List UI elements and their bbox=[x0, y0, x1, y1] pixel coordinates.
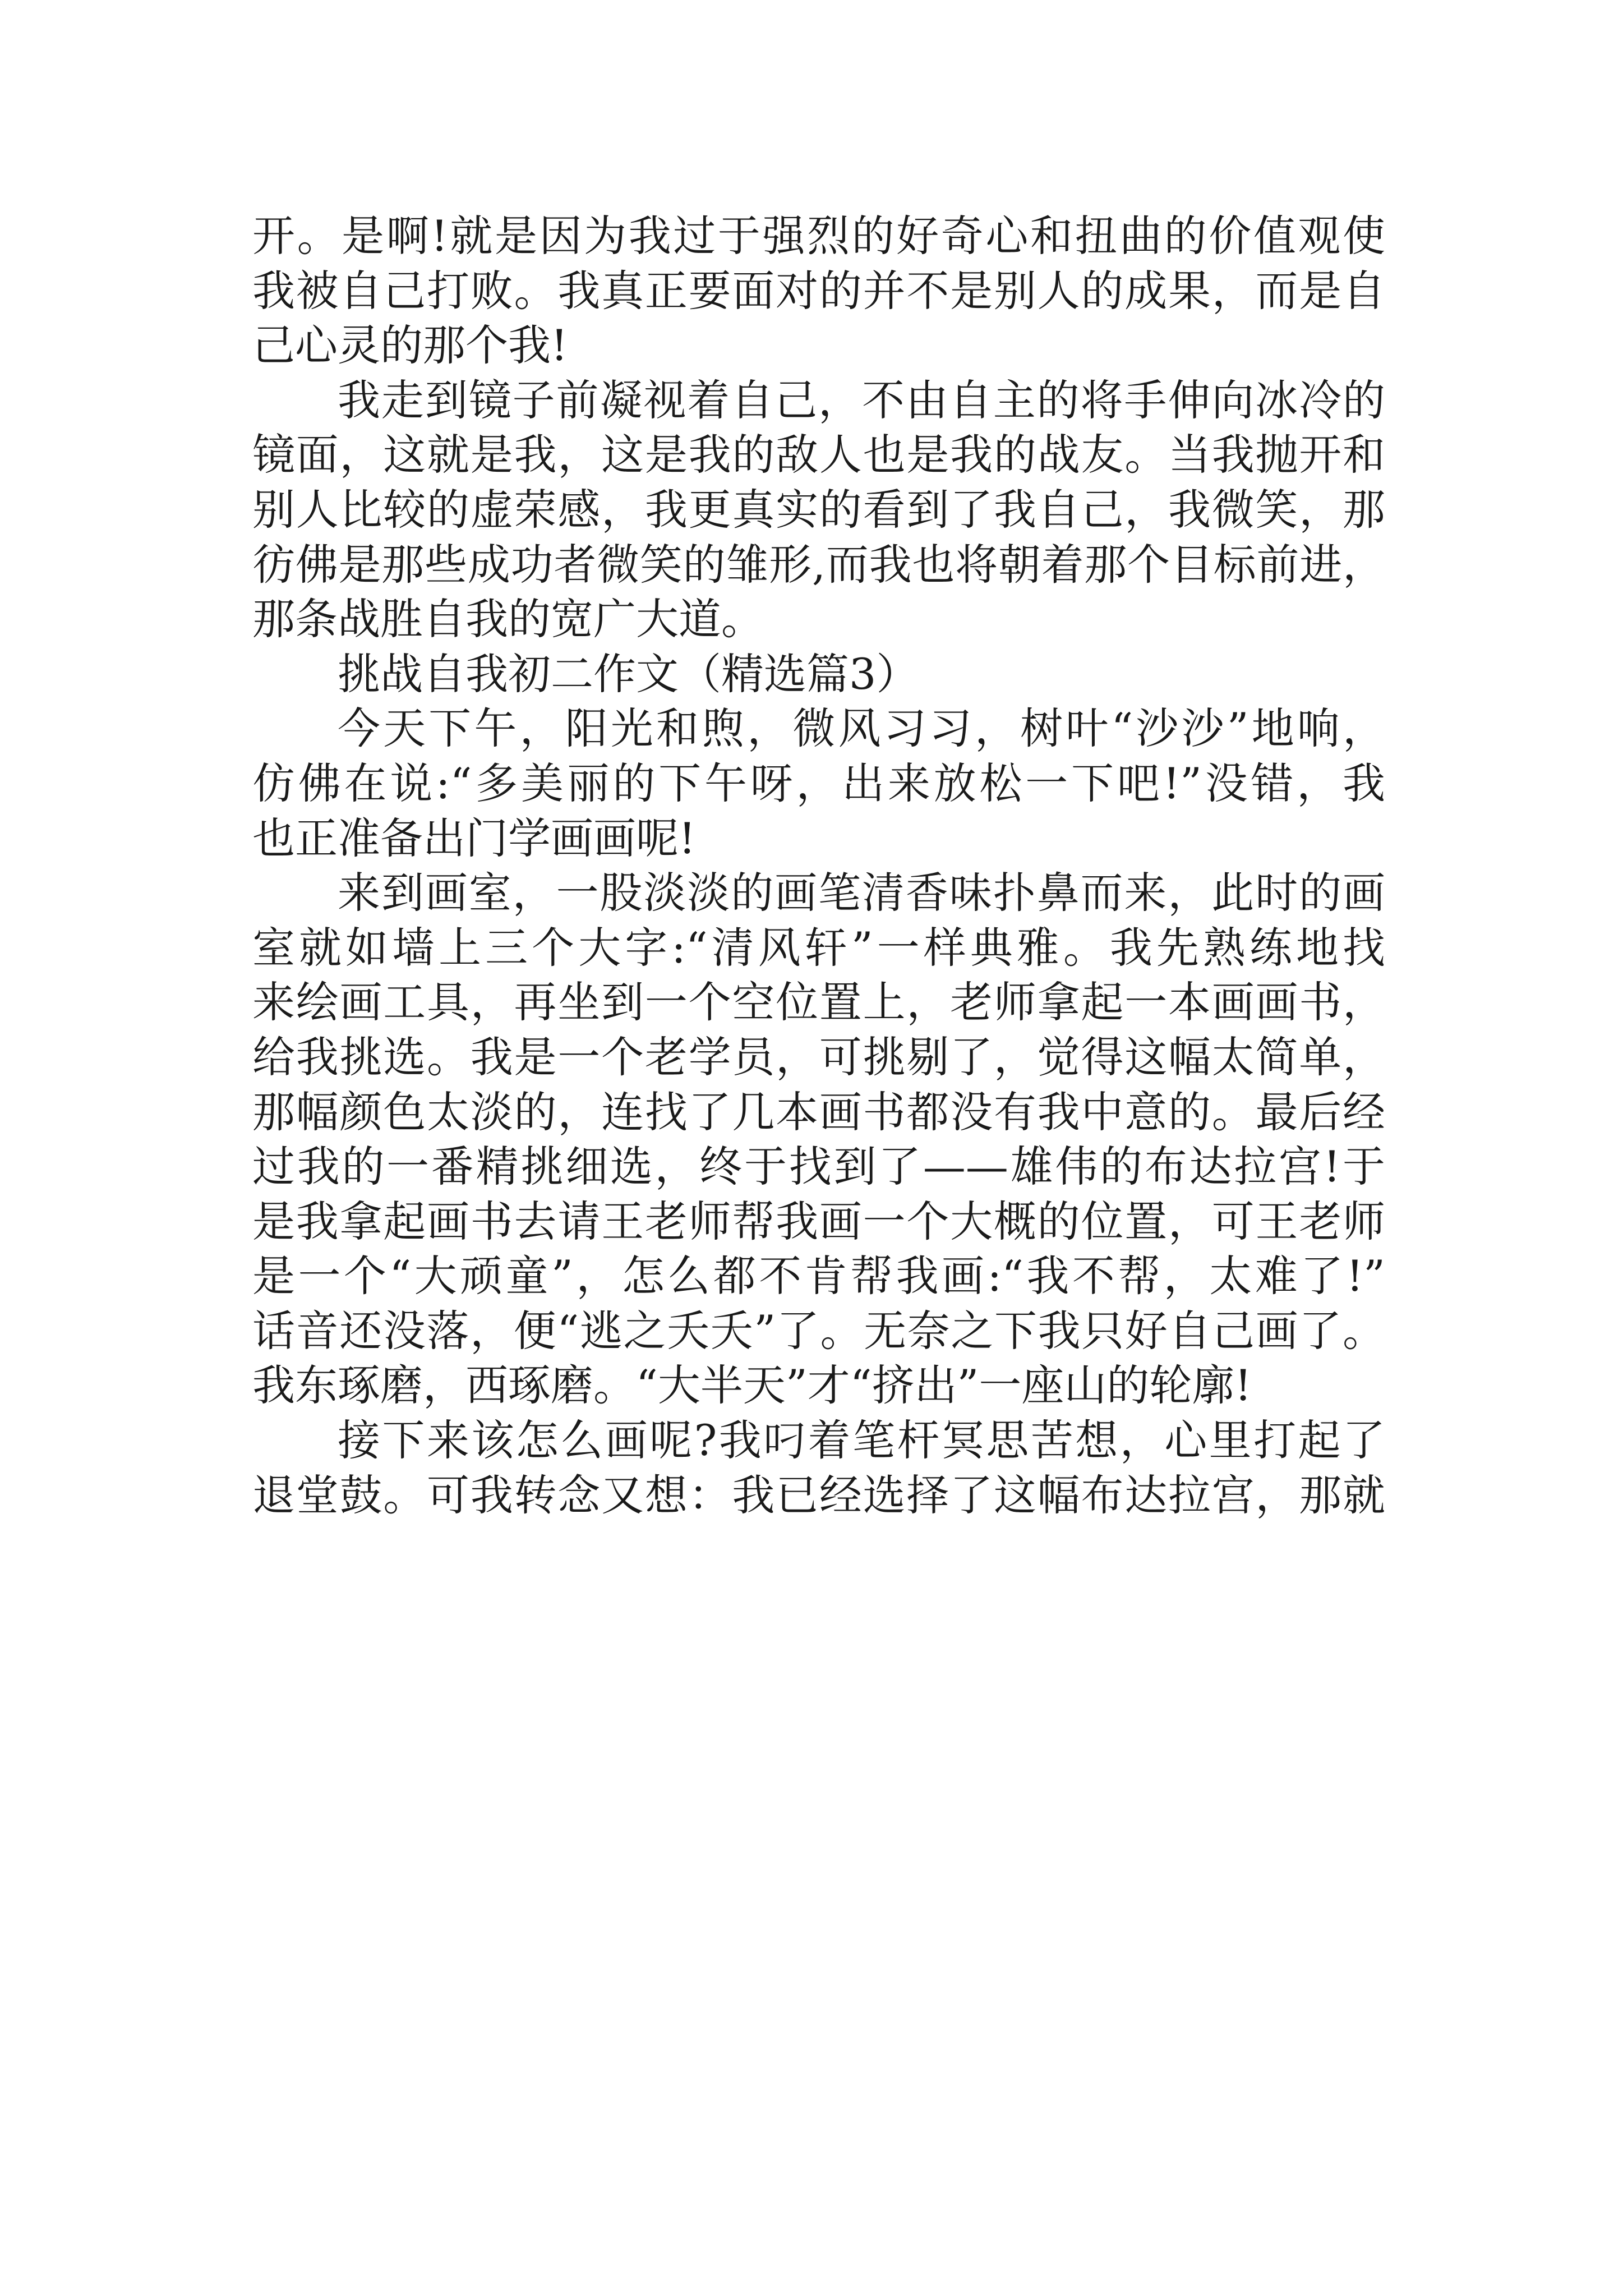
essay-body bbox=[252, 209, 1385, 1522]
text-line: 也正准备出门学画画呢! bbox=[252, 813, 696, 863]
text-line: 镜面，这就是我，这是我的敌人也是我的战友。当我抛开和 bbox=[252, 430, 1385, 480]
text-line: 我走到镜子前凝视着自己，不由自主的将手伸向冰冷的 bbox=[338, 375, 1385, 425]
text-line: 开。是啊!就是因为我过于强烈的好奇心和扭曲的价值观使 bbox=[252, 211, 1385, 261]
text-line: 别人比较的虚荣感，我更真实的看到了我自己，我微笑，那 bbox=[252, 484, 1385, 535]
text-line: 那条战胜自我的宽广大道。 bbox=[252, 594, 764, 645]
text-line: 彷佛是那些成功者微笑的雏形,而我也将朝着那个目标前进， bbox=[252, 539, 1385, 590]
text-line: 仿佛在说:“多美丽的下午呀，出来放松一下吧!”没错，我 bbox=[252, 758, 1385, 808]
text-line: 己心灵的那个我! bbox=[252, 320, 568, 371]
text-line: 过我的一番精挑细选，终于找到了——雄伟的布达拉宫!于 bbox=[252, 1142, 1385, 1192]
text-line: 今天下午，阳光和煦，微风习习，树叶“沙沙”地响， bbox=[338, 703, 1385, 754]
text-line: 退堂鼓。可我转念又想：我已经选择了这幅布达拉宫，那就 bbox=[252, 1470, 1385, 1520]
section-heading: 挑战自我初二作文（精选篇3） bbox=[338, 648, 919, 699]
text-line: 接下来该怎么画呢?我叼着笔杆冥思苦想，心里打起了 bbox=[338, 1415, 1385, 1466]
text-line: 我被自己打败。我真正要面对的并不是别人的成果，而是自 bbox=[252, 265, 1385, 316]
text-line: 是我拿起画书去请王老师帮我画一个大概的位置，可王老师 bbox=[252, 1196, 1385, 1246]
text-line: 那幅颜色太淡的，连找了几本画书都没有我中意的。最后经 bbox=[252, 1087, 1385, 1137]
text-line: 来绘画工具，再坐到一个空位置上，老师拿起一本画画书， bbox=[252, 977, 1385, 1028]
text-line: 是一个“大顽童”，怎么都不肯帮我画:“我不帮，太难了!” bbox=[252, 1251, 1385, 1301]
text-line: 我东琢磨，西琢磨。“大半天”才“挤出”一座山的轮廓! bbox=[252, 1360, 1252, 1411]
text-line: 给我挑选。我是一个老学员，可挑剔了，觉得这幅太简单， bbox=[252, 1032, 1385, 1082]
text-line: 来到画室，一股淡淡的画笔清香味扑鼻而来，此时的画 bbox=[338, 868, 1385, 918]
text-line: 室就如墙上三个大字:“清风轩”一样典雅。我先熟练地找 bbox=[252, 922, 1385, 973]
text-line: 话音还没落，便“逃之夭夭”了。无奈之下我只好自己画了。 bbox=[252, 1305, 1385, 1356]
